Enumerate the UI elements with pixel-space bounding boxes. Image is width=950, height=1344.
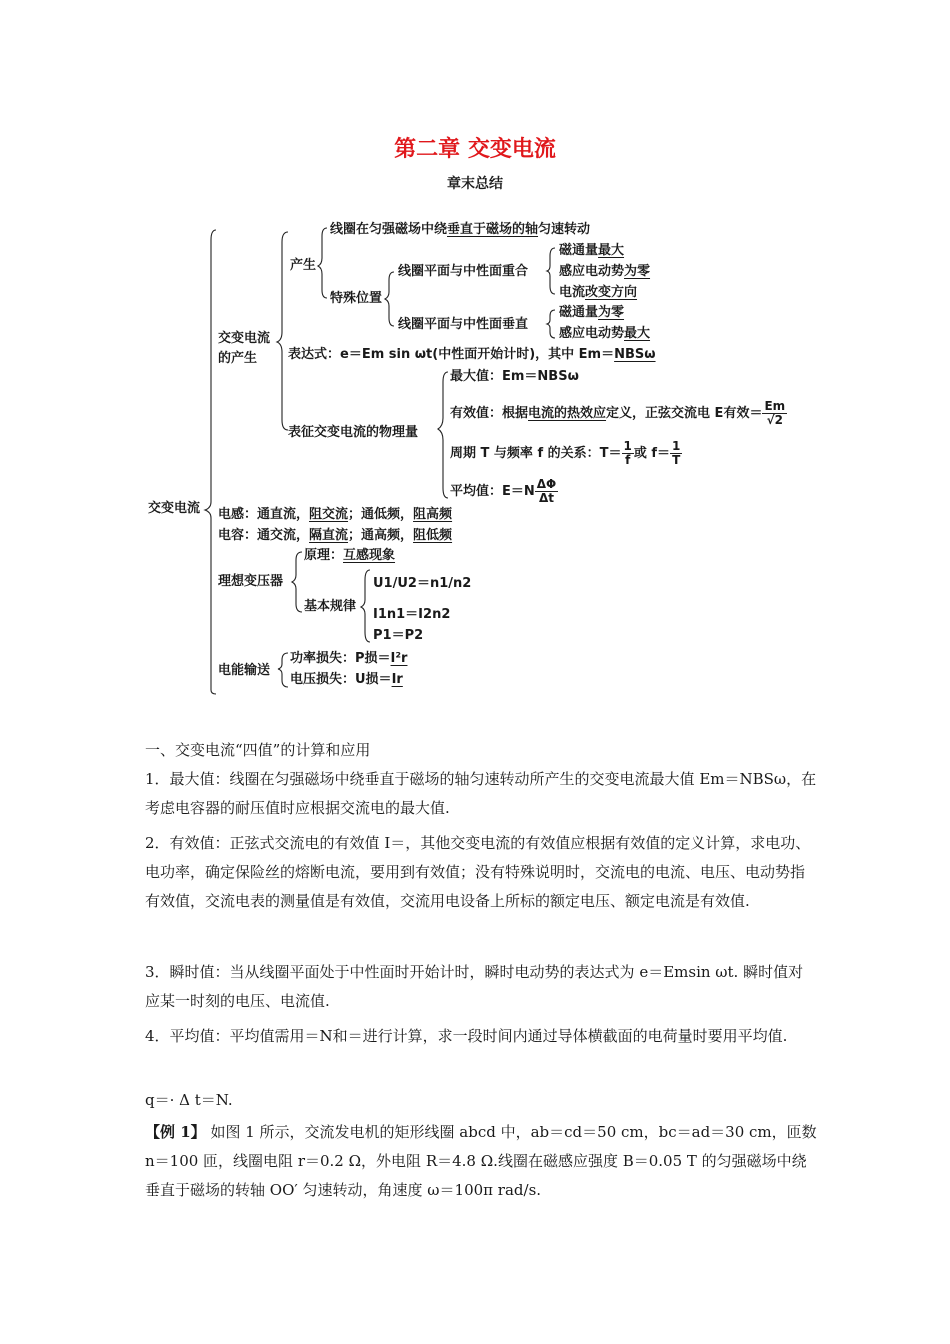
paragraph-instantaneous-value: 3．瞬时值：当从线圈平面处于中性面时开始计时，瞬时电动势的表达式为 e＝Emsin ωt. 瞬时值对应某一时刻的电压、电流值. [145, 963, 804, 1010]
example-1 [145, 1118, 817, 1205]
example-tag: 【例 1】 [145, 1123, 206, 1141]
map-neutral-perpendicular: 线圈平面与中性面垂直 [398, 317, 529, 332]
map-production-group-2: 的产生 [218, 351, 258, 366]
map-flux-max: 磁通量最大 [559, 243, 625, 258]
map-produce: 产生 [290, 258, 317, 273]
map-production-group: 交变电流 [218, 331, 271, 346]
map-max-value: 最大值：Em＝NBSω [450, 369, 579, 384]
map-principle: 原理：互感现象 [304, 548, 396, 563]
map-flux-zero: 磁通量为零 [559, 305, 625, 320]
map-transformer: 理想变压器 [218, 574, 284, 589]
paragraph-max-value: 1．最大值：线圈在匀强磁场中绕垂直于磁场的轴匀速转动所产生的交变电流最大值 Em＝NBSω，在考虑电容器的耐压值时应根据交流电的最大值. [145, 770, 817, 817]
example-text: 如图 1 所示，交流发电机的矩形线圈 abcd 中，ab＝cd＝50 cm，bc＝ad＝30 cm，匝数 n＝100 匝，线圈电阻 r＝0.2 Ω，外电阻 R＝4.8 Ω.线圈在磁感应强度 B＝0.05 T 的匀强磁场中绕垂直于磁场的转轴 OO′ 匀速转动，角速度 ω＝100π rad/s. [145, 1123, 817, 1199]
paragraph-effective-value: 2．有效值：正弦式交流电的有效值 I＝，其他交变电流的有效值应根据有效值的定义计算，求电功、电功率，确定保险丝的熔断电流，要用到有效值；没有特殊说明时，交流电的电流、电压、电动势指有效值，交流电表的测量值是有效值，交流用电设备上所标的额定电压、额定电流是有效值. [145, 834, 811, 910]
map-physical-quantities: 表征交变电流的物理量 [288, 425, 419, 440]
map-law-voltage: U1/U2＝n1/n2 [373, 576, 472, 591]
map-special-positions: 特殊位置 [330, 291, 383, 306]
map-law-power: P1＝P2 [373, 628, 424, 643]
section-heading: 一、交变电流“四值”的计算和应用 [145, 741, 371, 759]
map-effective-value: 有效值：根据电流的热效应定义，正弦交流电 E有效＝ $\frac{Em}{√2}$ [450, 399, 786, 427]
map-emf-max: 感应电动势最大 [559, 326, 651, 341]
map-coil-rotation: 线圈在匀强磁场中绕垂直于磁场的轴匀速转动 [330, 222, 591, 237]
map-law-current: I1n1＝I2n2 [373, 607, 451, 622]
formula-charge: q＝· Δ t＝N. [145, 1091, 233, 1109]
paragraph-average-value: 4．平均值：平均值需用＝N和＝进行计算，求一段时间内通过导体横截面的电荷量时要用平均值. [145, 1027, 788, 1045]
map-power-loss: 功率损失：P损＝I²r [290, 651, 408, 666]
map-neutral-coincide: 线圈平面与中性面重合 [398, 264, 529, 279]
chapter-subtitle: 章末总结 [447, 176, 503, 192]
map-voltage-loss: 电压损失：U损＝Ir [290, 672, 403, 687]
map-emf-zero: 感应电动势为零 [559, 264, 651, 279]
map-capacitor: 电容：通交流，隔直流；通高频，阻低频 [218, 528, 453, 543]
map-average: 平均值：E＝N $\frac{\Delta\Phi}{\Delta t}$ [450, 477, 557, 505]
chapter-title: 第二章 交变电流 [394, 137, 556, 162]
map-root: 交变电流 [148, 501, 201, 516]
map-basic-law: 基本规律 [304, 599, 357, 614]
map-period: 周期 T 与频率 f 的关系：T＝ $\frac{1}{f}$ 或 f＝ $\frac{1}{T}$ [450, 439, 681, 467]
map-inductor: 电感：通直流，阻交流；通低频，阻高频 [218, 507, 453, 522]
map-current-direction: 电流改变方向 [559, 285, 638, 300]
map-transmission: 电能输送 [218, 663, 271, 678]
map-expression: 表达式：e＝Em sin ωt(中性面开始计时)，其中 Em＝NBSω [288, 347, 656, 362]
